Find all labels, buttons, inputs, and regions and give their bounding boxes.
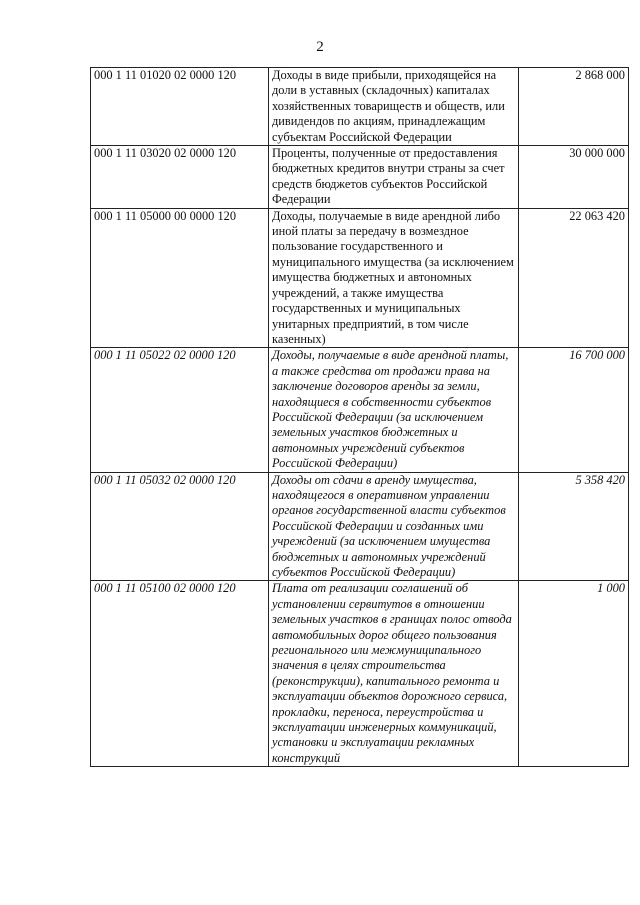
revenue-amount: 16 700 000 [519,348,629,472]
revenue-code: 000 1 11 05000 00 0000 120 [91,208,269,348]
revenue-table [90,67,629,767]
revenue-code: 000 1 11 05100 02 0000 120 [91,581,269,767]
revenue-amount: 1 000 [519,581,629,767]
table-row [91,146,629,209]
table-row [91,472,629,581]
revenue-amount: 2 868 000 [519,68,629,146]
revenue-code: 000 1 11 03020 02 0000 120 [91,146,269,209]
revenue-code: 000 1 11 05032 02 0000 120 [91,472,269,581]
revenue-description: Доходы от сдачи в аренду имущества, находящегося в оперативном управлении органов государственной власти субъектов Российской Федерации и созданных ими учреждений (за исключением имущества бюджетных и автономных учреждений субъектов Российской Федерации) [269,472,519,581]
revenue-amount: 5 358 420 [519,472,629,581]
table-row [91,581,629,767]
revenue-description: Доходы, получаемые в виде арендной либо иной платы за передачу в возмездное пользование государственного и муниципального имущества (за исключением имущества бюджетных и автономных учреждений, а также имущества государственных и муниципальных унитарных предприятий, в том числе казенных) [269,208,519,348]
revenue-description: Доходы, получаемые в виде арендной платы, а также средства от продажи права на заключение договоров аренды за земли, находящиеся в собственности субъектов Российской Федерации (за исключением земельных участков бюджетных и автономных учреждений субъектов Российской Федерации) [269,348,519,472]
revenue-code: 000 1 11 01020 02 0000 120 [91,68,269,146]
revenue-amount: 22 063 420 [519,208,629,348]
table-row [91,208,629,348]
revenue-code: 000 1 11 05022 02 0000 120 [91,348,269,472]
table-row [91,348,629,472]
revenue-amount: 30 000 000 [519,146,629,209]
revenue-description: Проценты, полученные от предоставления бюджетных кредитов внутри страны за счет средств бюджетов субъектов Российской Федерации [269,146,519,209]
table-row [91,68,629,146]
revenue-description: Плата от реализации соглашений об установлении сервитутов в отношении земельных участков в границах полос отвода автомобильных дорог общего пользования регионального или межмуниципального значения в целях строительства (реконструкции), капитального ремонта и эксплуатации объектов дорожного сервиса, прокладки, переноса, переустройства и эксплуатации инженерных коммуникаций, установки и эксплуатации рекламных конструкций [269,581,519,767]
page-number: 2 [316,39,324,55]
revenue-description: Доходы в виде прибыли, приходящейся на доли в уставных (складочных) капиталах хозяйственных товариществ и обществ, или дивидендов по акциям, принадлежащим субъектам Российской Федерации [269,68,519,146]
